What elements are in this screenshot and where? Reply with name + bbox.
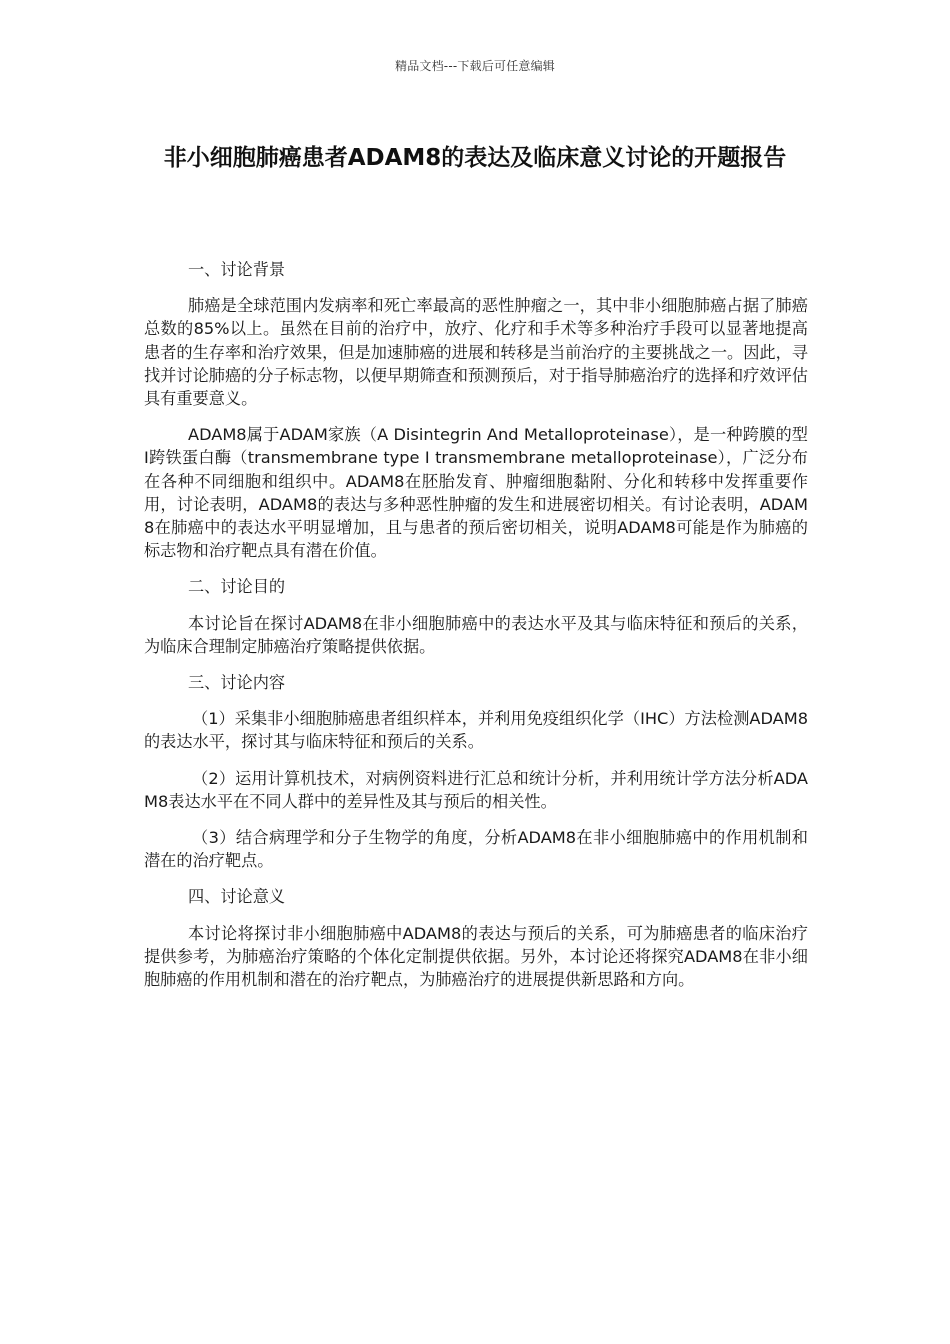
section-heading-significance: 四、讨论意义 <box>188 887 286 907</box>
background-paragraph-1: 肺癌是全球范围内发病率和死亡率最高的恶性肿瘤之一，其中非小细胞肺癌占据了肺癌总数的85%以上。虽然在目前的治疗中，放疗、化疗和手术等多种治疗手段可以显著地提高患者的生存率和治疗效果，但是加速肺癌的进展和转移是当前治疗的主要挑战之一。因此，寻找并讨论肺癌的分子标志物，以便早期筛查和预测预后，对于指导肺癌治疗的选择和疗效评估具有重要意义。 <box>144 296 808 409</box>
document-body <box>144 258 808 1004</box>
purpose-paragraph: 本讨论旨在探讨ADAM8在非小细胞肺癌中的表达水平及其与临床特征和预后的关系，为临床合理制定肺癌治疗策略提供依据。 <box>144 613 808 656</box>
header-note: 精品文档---下载后可任意编辑 <box>395 59 555 73</box>
section-heading-content: 三、讨论内容 <box>188 673 286 693</box>
document-title: 非小细胞肺癌患者ADAM8的表达及临床意义讨论的开题报告 <box>163 145 787 171</box>
content-item-3: （3）结合病理学和分子生物学的角度，分析ADAM8在非小细胞肺癌中的作用机制和潜在的治疗靶点。 <box>144 828 808 871</box>
section-heading-background: 一、讨论背景 <box>188 260 286 279</box>
content-item-1: （1）采集非小细胞肺癌患者组织样本，并利用免疫组织化学（IHC）方法检测ADAM8的表达水平，探讨其与临床特征和预后的关系。 <box>144 709 808 752</box>
content-item-2: （2）运用计算机技术，对病例资料进行汇总和统计分析，并利用统计学方法分析ADAM8表达水平在不同人群中的差异性及其与预后的相关性。 <box>144 768 808 811</box>
significance-paragraph: 本讨论将探讨非小细胞肺癌中ADAM8的表达与预后的关系，可为肺癌患者的临床治疗提供参考，为肺癌治疗策略的个体化定制提供依据。另外，本讨论还将探究ADAM8在非小细胞肺癌的作用机制和潜在的治疗靶点，为肺癌治疗的进展提供新思路和方向。 <box>144 923 808 990</box>
section-heading-purpose: 二、讨论目的 <box>188 577 286 597</box>
background-paragraph-2: ADAM8属于ADAM家族（A Disintegrin And Metalloproteinase），是一种跨膜的型I跨铁蛋白酶（transmembrane type I transmembrane metalloproteinase），广泛分布在各种不同细胞和组织中。ADAM8在胚胎发育、肿瘤细胞黏附、分化和转移中发挥重要作用，讨论表明，ADAM8的表达与多种恶性肿瘤的发生和进展密切相关。有讨论表明，ADAM8在肺癌中的表达水平明显增加，且与患者的预后密切相关，说明ADAM8可能是作为肺癌的标志物和治疗靶点具有潜在价值。 <box>144 425 808 561</box>
